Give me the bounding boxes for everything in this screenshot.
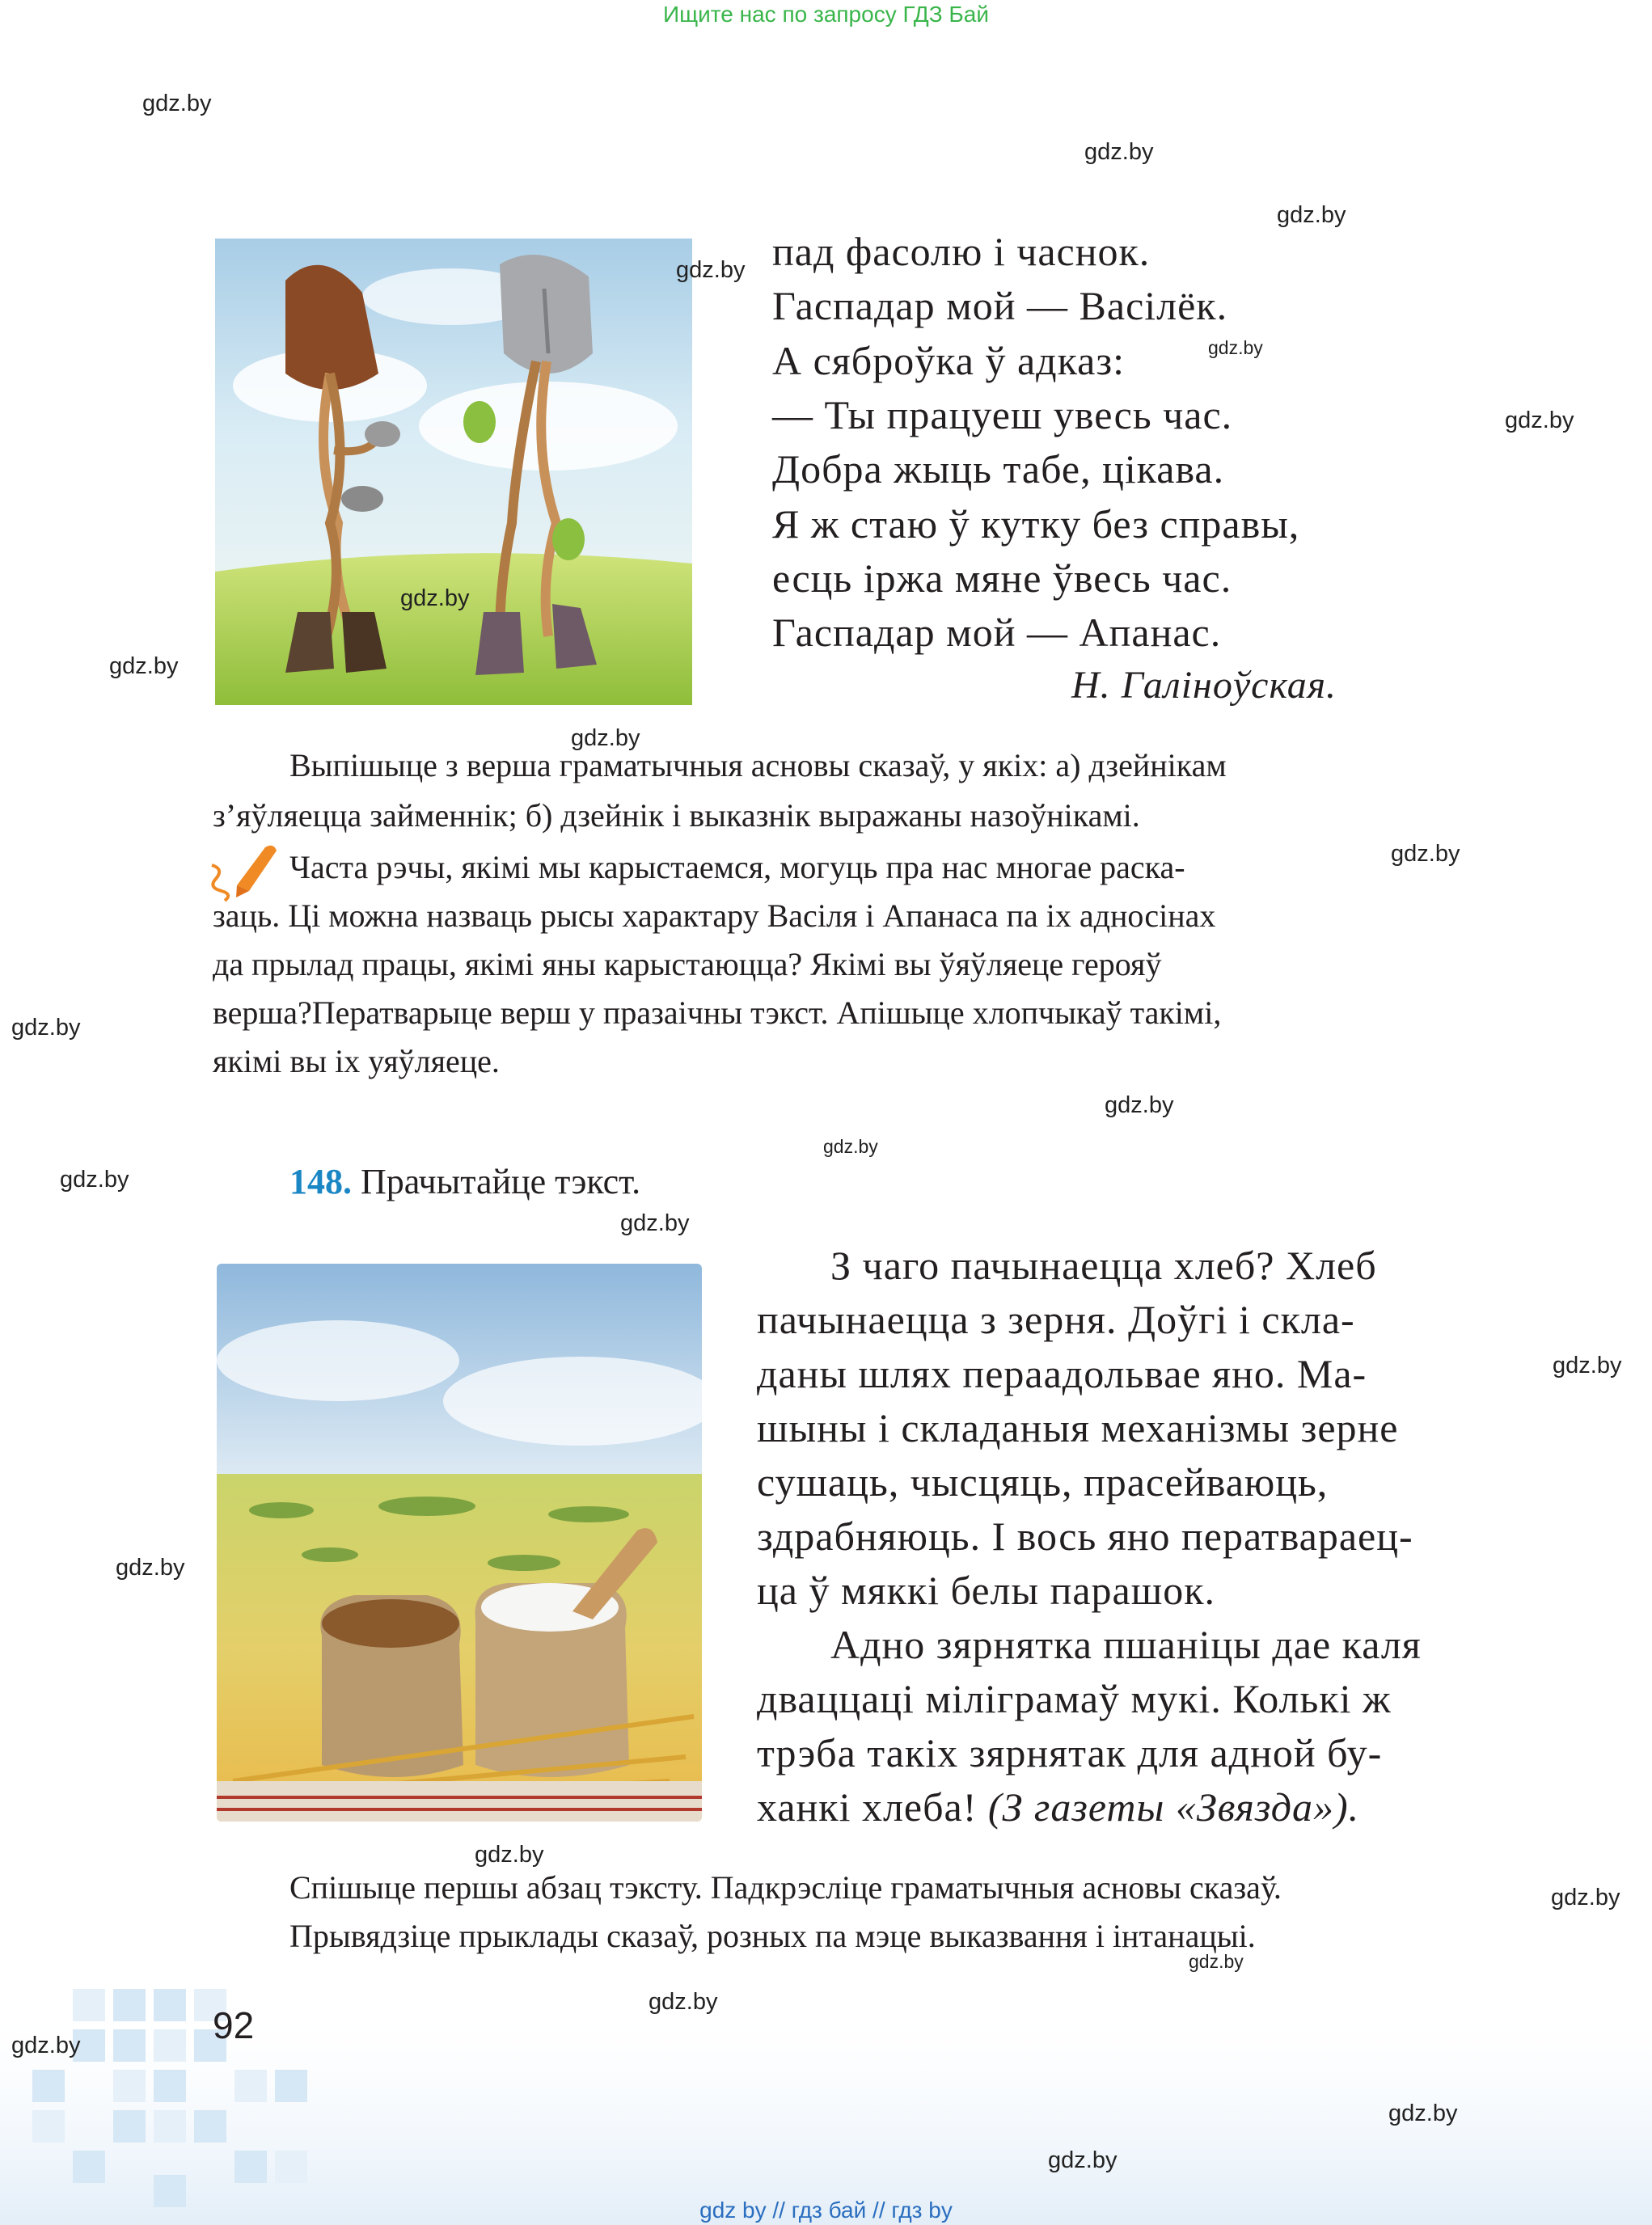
watermark[interactable]: gdz.by [11, 2033, 81, 2058]
poem-line: Добра жыць табе, цікава. [772, 446, 1225, 492]
text148-source: (З газеты «Звязда»). [987, 1784, 1360, 1830]
task1-line: Выпішыце з верша граматычныя асновы сказаў, у якіх: а) дзейнікам [289, 747, 1227, 783]
watermark[interactable]: gdz.by [571, 725, 640, 751]
text148-last-line [757, 1784, 1359, 1830]
task2-line: верша?Ператварыце верш у празаічны тэкст. Апішыце хлопчыкаў такімі, [213, 994, 1222, 1031]
task2-line: заць. Ці можна назваць рысы характару Васіля і Апанаса па іх адносінах [213, 897, 1216, 934]
watermark[interactable]: gdz.by [1277, 202, 1346, 228]
task1-line: з’яўляецца займеннік; б) дзейнік і выказнік выражаны назоўнікамі. [213, 797, 1140, 834]
page-number: 92 [213, 2004, 255, 2046]
text148-line: Адно зярнятка пшаніцы дае каля [830, 1622, 1422, 1667]
poem-line: — Ты працуеш увесь час. [772, 392, 1233, 437]
exercise-number: 148. [289, 1162, 352, 1201]
poem-author: Н. Галіноўская. [1071, 664, 1337, 707]
poem-line: А сяброўка ў адказ: [772, 338, 1125, 383]
top-banner[interactable]: Ищите нас по запросу ГДЗ Бай [662, 2, 990, 27]
watermark[interactable]: gdz.by [475, 1842, 544, 1868]
text148-task-line: Спішыце першы абзац тэксту. Падкрэсліце граматычныя асновы сказаў. [289, 1869, 1282, 1906]
poem-line: есць іржа мяне ўвесь час. [772, 555, 1232, 601]
poem-line: Гаспадар мой — Васілёк. [772, 283, 1228, 328]
task2-line: якімі вы іх уяўляеце. [213, 1043, 500, 1079]
watermark[interactable]: gdz.by [400, 585, 470, 611]
text148-line: ца ў мяккі белы парашок. [757, 1568, 1216, 1613]
watermark[interactable]: gdz.by [620, 1210, 690, 1236]
watermark[interactable]: gdz.by [823, 1136, 878, 1157]
poem-line: Гаспадар мой — Апанас. [772, 610, 1222, 655]
watermark[interactable]: gdz.by [1189, 1951, 1244, 1972]
watermark[interactable]: gdz.by [1084, 139, 1154, 165]
watermark[interactable]: gdz.by [1388, 2100, 1458, 2126]
watermark[interactable]: gdz.by [60, 1167, 129, 1193]
poem-line: пад фасолю і часнок. [772, 229, 1151, 274]
watermark[interactable]: gdz.by [116, 1555, 185, 1581]
text148-task-line: Прывядзіце прыклады сказаў, розных па мэце выказвання і інтанацыі. [289, 1918, 1256, 1954]
task2-line: да прылад працы, якімі яны карыстаюцца? Якімі вы ўяўляеце герояў [213, 946, 1162, 982]
text148-line: шыны і складаныя механізмы зерне [757, 1405, 1399, 1450]
text148-line: здрабняюць. І вось яно ператвараец- [757, 1514, 1413, 1559]
watermark[interactable]: gdz.by [1505, 407, 1574, 433]
watermark[interactable]: gdz.by [649, 1989, 718, 2015]
watermark[interactable]: gdz.by [109, 653, 179, 679]
watermark[interactable]: gdz.by [1553, 1353, 1622, 1378]
wheat-illustration [217, 1264, 702, 1822]
text148-line: трэба такіх зярнятак для адной бу- [757, 1730, 1383, 1775]
exercise-instruction: Прачытайце тэкст. [361, 1162, 641, 1201]
shovels-illustration [209, 232, 706, 717]
text148-line: пачынаецца з зерня. Доўгі і скла- [757, 1297, 1355, 1342]
text148-line: ханкі хлеба! [757, 1784, 978, 1830]
text148-line: даны шлях пераадольвае яно. Ма- [757, 1351, 1367, 1396]
watermark[interactable]: gdz.by [1391, 841, 1460, 867]
text148-line: дваццаці міліграмаў мукі. Колькі ж [757, 1676, 1392, 1721]
watermark[interactable]: gdz.by [11, 1015, 81, 1041]
watermark[interactable]: gdz.by [142, 91, 212, 116]
exercise-heading [289, 1159, 640, 1205]
watermark[interactable]: gdz.by [1551, 1885, 1620, 1910]
task2-line: Часта рэчы, якімі мы карыстаемся, могуць пра нас многае раска- [289, 849, 1185, 885]
text148-line: З чаго пачынаецца хлеб? Хлеб [830, 1243, 1377, 1288]
watermark[interactable]: gdz.by [1105, 1092, 1174, 1118]
text148-line: сушаць, чысцяць, прасейваюць, [757, 1459, 1329, 1505]
footer-links[interactable]: gdz by // гдз бай // гдз by [699, 2198, 953, 2223]
watermark[interactable]: gdz.by [1048, 2147, 1118, 2173]
watermark[interactable]: gdz.by [676, 257, 746, 283]
watermark[interactable]: gdz.by [1208, 337, 1263, 358]
poem-line: Я ж стаю ў кутку без справы, [772, 501, 1300, 547]
